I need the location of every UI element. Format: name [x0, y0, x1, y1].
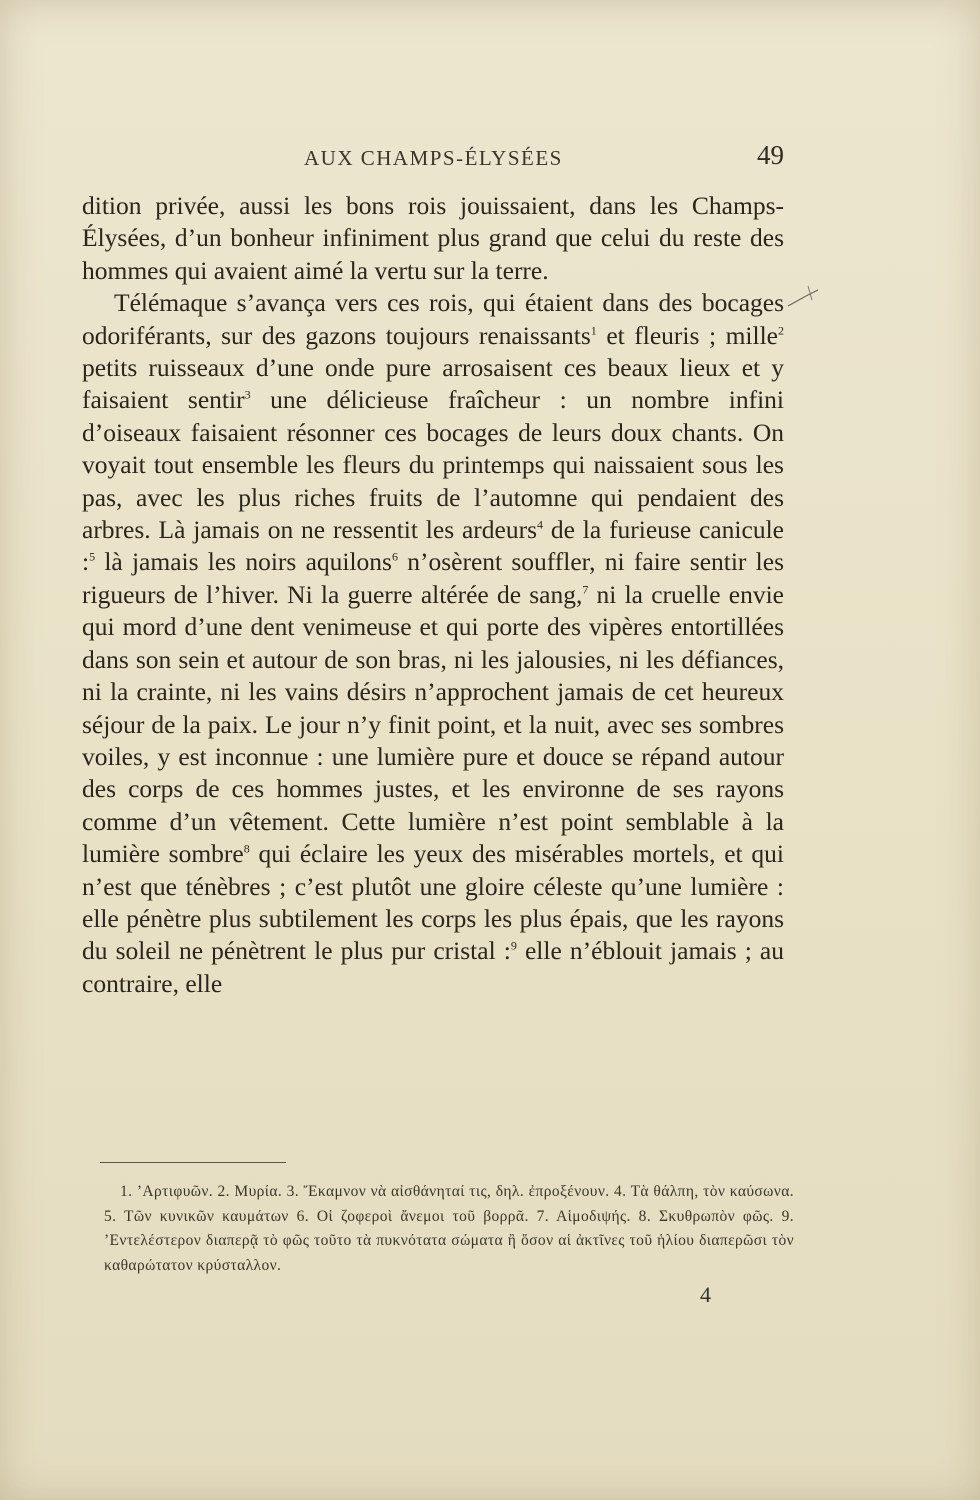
page-number: 49 — [757, 140, 784, 170]
text-run: et fleuris ; mille — [596, 320, 778, 350]
text-run: là jamais les noirs aquilons — [95, 547, 392, 577]
text-run: ni la cruelle envie qui mord d’une dent venimeuse et qui porte des vipères entortillées dans son sein et autour de son bras, ni les jalousies, ni les défiances, ni la crainte, ni les vains désirs n’approchent jamais de cet heureux séjour de la paix. Le jour n’y finit point, et la nuit, avec ses sombres voiles, y est inconnue : une lumière pure et douce se répand autour des corps de ces hommes justes, et les environne de ses rayons comme d’un vêtement. Cette lumière n’est point semblable à la lumière sombre — [82, 579, 784, 869]
text-run: elle n’éblouit jamais ; au contraire, elle — [82, 936, 784, 998]
footnote-ref: 9 — [510, 938, 517, 953]
paragraph-1: dition privée, aussi les bons rois jouissaient, dans les Champs-Élysées, d’un bonheur infiniment plus grand que celui du reste des hommes qui avaient aimé la vertu sur la terre. — [82, 191, 784, 285]
footnote-ref: 4 — [537, 517, 544, 532]
pencil-check-icon — [784, 282, 824, 312]
signature-mark: 4 — [700, 1282, 711, 1307]
footnote-ref: 3 — [244, 387, 251, 402]
running-head: AUX CHAMPS-ÉLYSÉES — [304, 146, 563, 170]
text-run: une délicieuse fraîcheur : un nombre infini d’oiseaux faisaient résonner ces bocages de leurs doux chants. On voyait tout ensemble les fleurs du printemps qui naissaient sous les pas, avec les plus riches fruits de l’automne qui pendaient des arbres. Là jamais on ne ressentit les ardeurs — [82, 385, 784, 545]
text-run: petits ruisseaux d’une onde pure arrosaisent ces beaux lieux et y faisaient sentir — [82, 353, 784, 415]
footnote-ref: 5 — [89, 549, 96, 564]
footnote-ref: 2 — [778, 323, 784, 338]
footnotes — [104, 1180, 794, 1278]
footnote-text: 1. ’Αρτιφυῶν. 2. Μυρία. 3. Ἔκαμνον νὰ αἰσθάνηταί τις, δηλ. ἐπροξένουν. 4. Τὰ θάλπη, τὸν καύσωνα. 5. Τῶν κυνικῶν καυμάτων 6. Οἱ ζοφεροὶ ἄνεμοι τοῦ βορρᾶ. 7. Αἱμοδιψής. 8. Σκυθρωπὸν φῶς. 9. ’Εντελέστερον διαπερᾷ τὸ φῶς τοῦτο τὰ πυκνότατα σώματα ἢ ὅσον αἱ ἀκτῖνες τοῦ ἡλίου διαπερῶσι τὸν καθαρώτατον κρύσταλλον. — [104, 1183, 794, 1274]
text-run: n’osèrent souffler, ni faire sentir les rigueurs de l’hiver. Ni la guerre altérée de sang, — [82, 547, 784, 609]
footnote-ref: 6 — [391, 549, 398, 564]
footnote-ref: 1 — [590, 323, 597, 338]
footnote-divider — [100, 1162, 286, 1163]
paragraph-2 — [82, 287, 784, 1000]
text-run: de la furieuse canicule : — [82, 515, 784, 577]
main-text — [82, 190, 784, 1000]
page-header — [84, 140, 784, 186]
footnote-ref: 8 — [243, 841, 250, 856]
text-run: qui éclaire les yeux des misérables mortels, et qui n’est que ténèbres ; c’est plutôt une gloire céleste qu’une lumière : elle pénètre plus subtilement les corps les plus épais, que les rayons du soleil ne pénètrent le plus pur cristal : — [82, 839, 784, 966]
text-run: Télémaque s’avança vers ces rois, qui étaient dans des bocages odoriférants, sur des gazons toujours renaissants — [82, 288, 784, 350]
footnote-ref: 7 — [582, 582, 589, 597]
